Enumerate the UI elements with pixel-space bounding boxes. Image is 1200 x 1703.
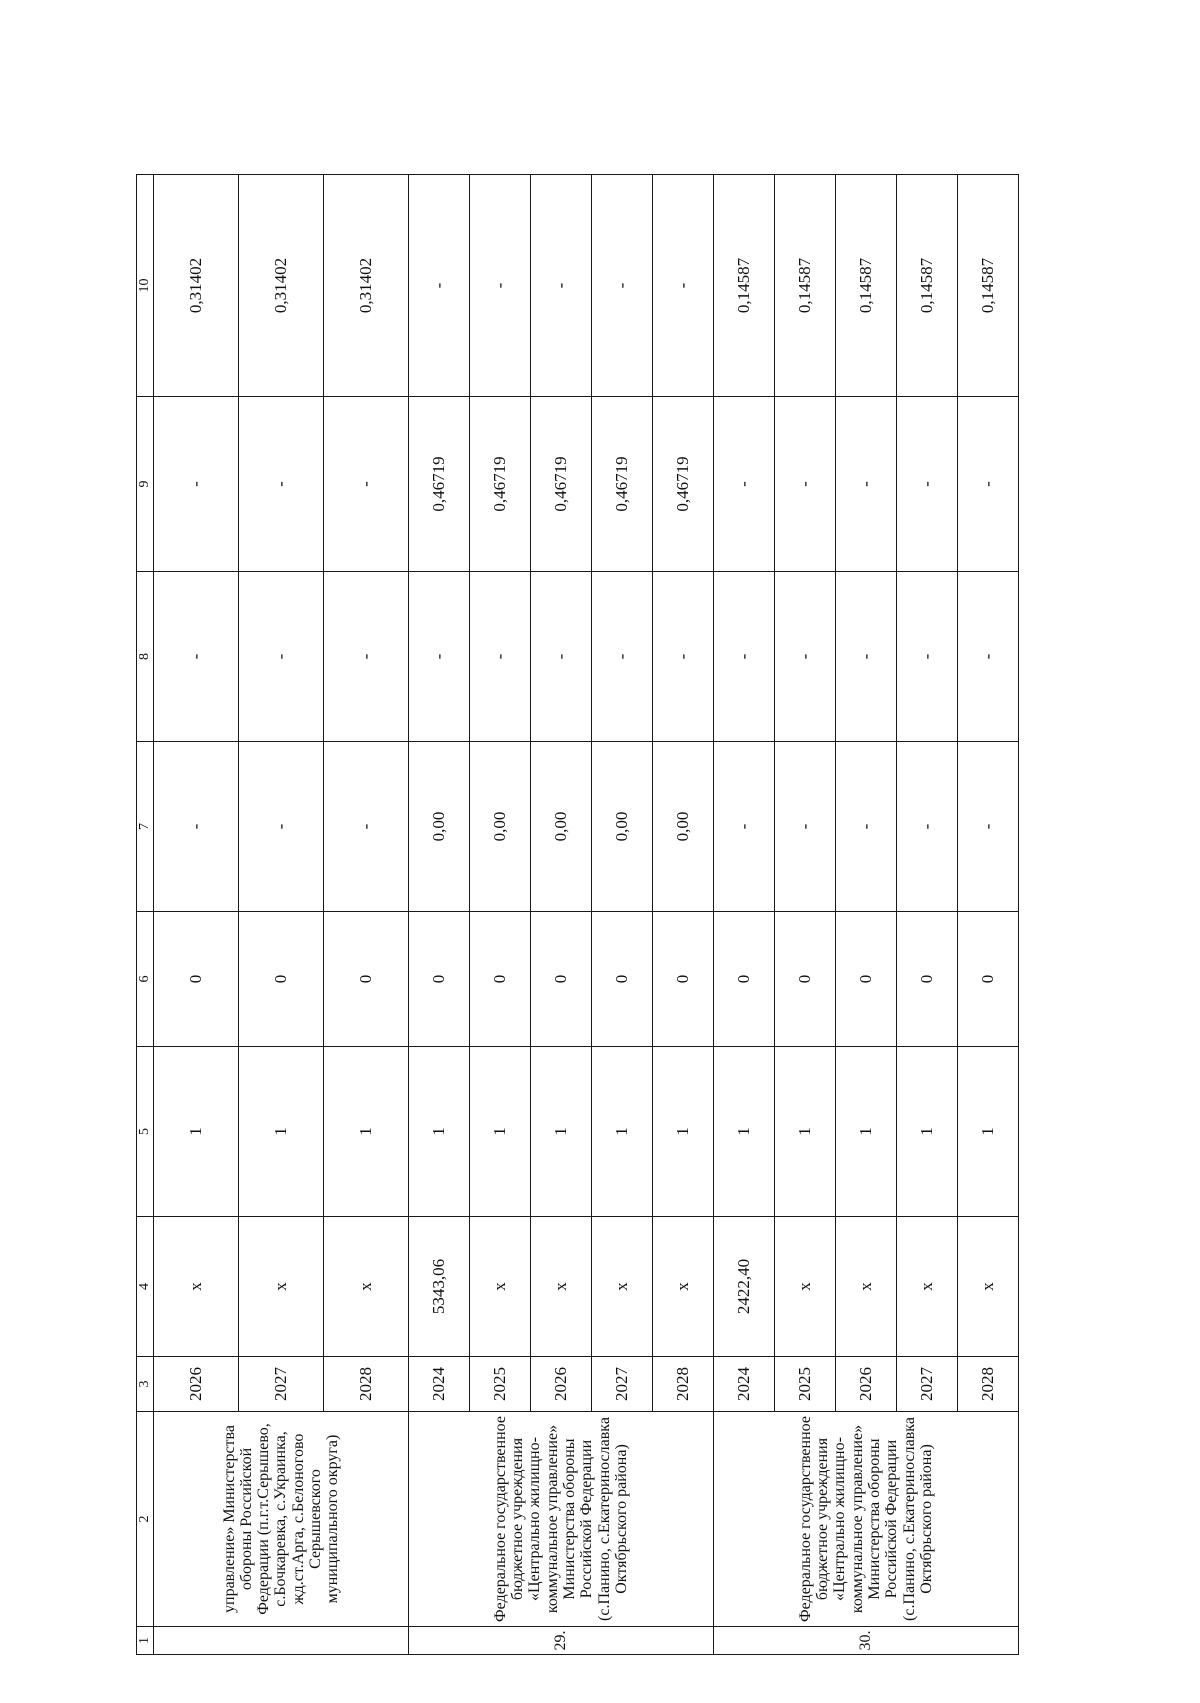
value-cell-6: 0 bbox=[897, 912, 958, 1047]
value-cell-9: 0,46719 bbox=[592, 397, 653, 572]
value-cell-9: - bbox=[958, 397, 1019, 572]
column-header: 1 bbox=[137, 1627, 154, 1655]
column-header: 7 bbox=[137, 742, 154, 912]
table-row bbox=[409, 175, 470, 1655]
value-cell-6: 0 bbox=[714, 912, 775, 1047]
year-cell: 2027 bbox=[239, 1357, 324, 1412]
value-cell-4: х bbox=[958, 1217, 1019, 1357]
year-cell: 2028 bbox=[653, 1357, 714, 1412]
value-cell-8: - bbox=[775, 572, 836, 742]
value-cell-7: 0,00 bbox=[531, 742, 592, 912]
value-cell-6: 0 bbox=[324, 912, 409, 1047]
value-cell-6: 0 bbox=[531, 912, 592, 1047]
value-cell-9: - bbox=[714, 397, 775, 572]
value-cell-5: 1 bbox=[592, 1047, 653, 1217]
value-cell-7: - bbox=[775, 742, 836, 912]
value-cell-5: 1 bbox=[897, 1047, 958, 1217]
value-cell-5: 1 bbox=[531, 1047, 592, 1217]
value-cell-7: - bbox=[324, 742, 409, 912]
rotated-content bbox=[128, 85, 1048, 1685]
value-cell-4: 5343,06 bbox=[409, 1217, 470, 1357]
value-cell-10: 0,31402 bbox=[324, 175, 409, 397]
value-cell-7: - bbox=[714, 742, 775, 912]
value-cell-4: х bbox=[531, 1217, 592, 1357]
value-cell-5: 1 bbox=[836, 1047, 897, 1217]
value-cell-5: 1 bbox=[653, 1047, 714, 1217]
value-cell-9: 0,46719 bbox=[470, 397, 531, 572]
value-cell-4: х bbox=[592, 1217, 653, 1357]
value-cell-5: 1 bbox=[409, 1047, 470, 1217]
value-cell-6: 0 bbox=[239, 912, 324, 1047]
value-cell-8: - bbox=[714, 572, 775, 742]
value-cell-6: 0 bbox=[154, 912, 239, 1047]
value-cell-4: х bbox=[470, 1217, 531, 1357]
value-cell-4: 2422,40 bbox=[714, 1217, 775, 1357]
value-cell-7: 0,00 bbox=[653, 742, 714, 912]
table-row bbox=[154, 175, 239, 1655]
year-cell: 2028 bbox=[324, 1357, 409, 1412]
value-cell-8: - bbox=[958, 572, 1019, 742]
column-header: 5 bbox=[137, 1047, 154, 1217]
year-cell: 2024 bbox=[714, 1357, 775, 1412]
value-cell-5: 1 bbox=[154, 1047, 239, 1217]
value-cell-6: 0 bbox=[836, 912, 897, 1047]
value-cell-4: х bbox=[154, 1217, 239, 1357]
value-cell-7: - bbox=[897, 742, 958, 912]
value-cell-8: - bbox=[897, 572, 958, 742]
value-cell-5: 1 bbox=[470, 1047, 531, 1217]
organization-name-cell: Федеральное государственное бюджетное учреждения «Центрально жилищно-коммунальное управление» Министерства обороны Российской Федерации (с.Панино, с.Екатеринославка Октябрьского района) bbox=[714, 1412, 1019, 1627]
value-cell-7: - bbox=[958, 742, 1019, 912]
value-cell-10: 0,14587 bbox=[958, 175, 1019, 397]
value-cell-9: 0,46719 bbox=[653, 397, 714, 572]
value-cell-10: 0,14587 bbox=[897, 175, 958, 397]
value-cell-8: - bbox=[154, 572, 239, 742]
value-cell-10: 0,14587 bbox=[836, 175, 897, 397]
value-cell-7: - bbox=[239, 742, 324, 912]
column-header: 4 bbox=[137, 1217, 154, 1357]
value-cell-4: х bbox=[775, 1217, 836, 1357]
year-cell: 2028 bbox=[958, 1357, 1019, 1412]
column-header: 9 bbox=[137, 397, 154, 572]
value-cell-9: - bbox=[897, 397, 958, 572]
value-cell-4: х bbox=[897, 1217, 958, 1357]
year-cell: 2026 bbox=[836, 1357, 897, 1412]
value-cell-6: 0 bbox=[775, 912, 836, 1047]
value-cell-4: х bbox=[653, 1217, 714, 1357]
year-cell: 2024 bbox=[409, 1357, 470, 1412]
column-header: 8 bbox=[137, 572, 154, 742]
column-header: 2 bbox=[137, 1412, 154, 1627]
value-cell-8: - bbox=[409, 572, 470, 742]
value-cell-9: - bbox=[836, 397, 897, 572]
value-cell-6: 0 bbox=[470, 912, 531, 1047]
value-cell-10: 0,14587 bbox=[775, 175, 836, 397]
value-cell-7: - bbox=[836, 742, 897, 912]
value-cell-5: 1 bbox=[958, 1047, 1019, 1217]
value-cell-4: х bbox=[836, 1217, 897, 1357]
value-cell-9: - bbox=[775, 397, 836, 572]
value-cell-8: - bbox=[592, 572, 653, 742]
year-cell: 2025 bbox=[470, 1357, 531, 1412]
row-number-cell bbox=[154, 1627, 409, 1655]
value-cell-10: - bbox=[409, 175, 470, 397]
year-cell: 2025 bbox=[775, 1357, 836, 1412]
document-page bbox=[128, 85, 1048, 1685]
value-cell-7: 0,00 bbox=[592, 742, 653, 912]
value-cell-9: 0,46719 bbox=[531, 397, 592, 572]
value-cell-4: х bbox=[239, 1217, 324, 1357]
table-row bbox=[714, 175, 775, 1655]
value-cell-9: - bbox=[324, 397, 409, 572]
column-number-row bbox=[137, 175, 154, 1655]
value-cell-5: 1 bbox=[239, 1047, 324, 1217]
value-cell-6: 0 bbox=[958, 912, 1019, 1047]
value-cell-8: - bbox=[531, 572, 592, 742]
value-cell-4: х bbox=[324, 1217, 409, 1357]
value-cell-10: 0,14587 bbox=[714, 175, 775, 397]
year-cell: 2026 bbox=[531, 1357, 592, 1412]
value-cell-10: 0,31402 bbox=[154, 175, 239, 397]
value-cell-9: - bbox=[239, 397, 324, 572]
value-cell-9: 0,46719 bbox=[409, 397, 470, 572]
value-cell-5: 1 bbox=[324, 1047, 409, 1217]
value-cell-8: - bbox=[653, 572, 714, 742]
column-header: 6 bbox=[137, 912, 154, 1047]
value-cell-10: - bbox=[531, 175, 592, 397]
value-cell-10: - bbox=[653, 175, 714, 397]
value-cell-6: 0 bbox=[653, 912, 714, 1047]
value-cell-8: - bbox=[324, 572, 409, 742]
value-cell-9: - bbox=[154, 397, 239, 572]
year-cell: 2026 bbox=[154, 1357, 239, 1412]
column-header: 3 bbox=[137, 1357, 154, 1412]
value-cell-5: 1 bbox=[714, 1047, 775, 1217]
year-cell: 2027 bbox=[897, 1357, 958, 1412]
value-cell-8: - bbox=[836, 572, 897, 742]
value-cell-8: - bbox=[239, 572, 324, 742]
organization-name-cell: управление» Министерства обороны Российской Федерации (п.г.т.Серышево, с.Бочкаревка, с.Украинка, жд.ст.Арга, с.Белоногово Серышевского муниципального округа) bbox=[154, 1412, 409, 1627]
value-cell-10: - bbox=[470, 175, 531, 397]
row-number-cell: 30. bbox=[714, 1627, 1019, 1655]
year-cell: 2027 bbox=[592, 1357, 653, 1412]
value-cell-10: 0,31402 bbox=[239, 175, 324, 397]
value-cell-7: 0,00 bbox=[409, 742, 470, 912]
value-cell-7: 0,00 bbox=[470, 742, 531, 912]
organization-name-cell: Федеральное государственное бюджетное учреждения «Центрально жилищно-коммунальное управление» Министерства обороны Российской Федерации (с.Панино, с.Екатеринославка Октябрьского района) bbox=[409, 1412, 714, 1627]
data-table bbox=[136, 174, 1019, 1655]
value-cell-5: 1 bbox=[775, 1047, 836, 1217]
value-cell-10: - bbox=[592, 175, 653, 397]
value-cell-7: - bbox=[154, 742, 239, 912]
row-number-cell: 29. bbox=[409, 1627, 714, 1655]
column-header: 10 bbox=[137, 175, 154, 397]
value-cell-6: 0 bbox=[409, 912, 470, 1047]
value-cell-6: 0 bbox=[592, 912, 653, 1047]
value-cell-8: - bbox=[470, 572, 531, 742]
